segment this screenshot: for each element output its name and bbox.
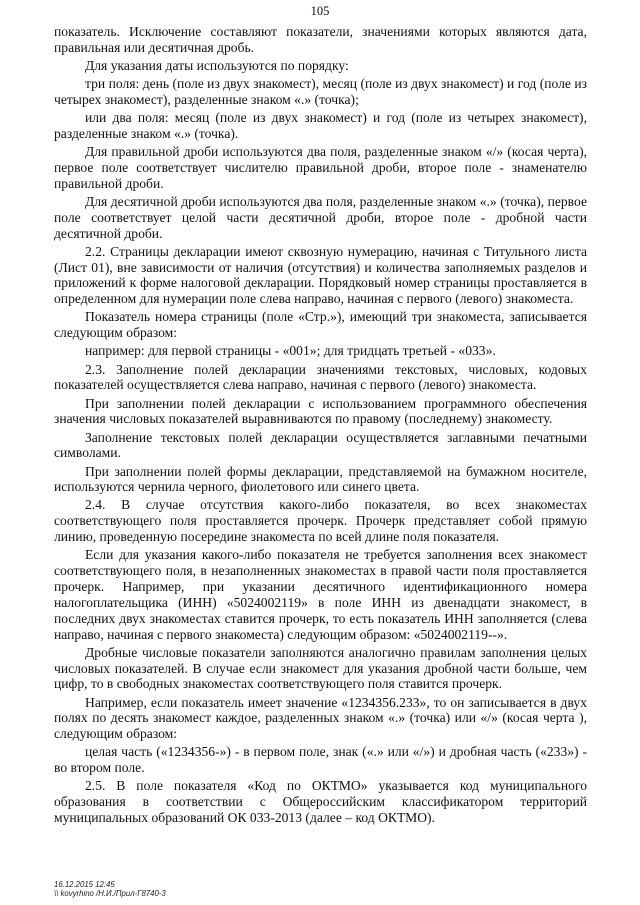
body-text bbox=[54, 24, 587, 828]
page-number: 105 bbox=[310, 4, 330, 18]
paragraph-7: 2.2. Страницы декларации имеют сквозную нумерацию, начиная с Титульного листа (Лист 01), вне зависимости от наличия (отсутствия) и количества заполняемых разделов и приложений к форме налоговой декларации. Порядковый номер страницы проставляется в определенном для нумерации поле слева направо, начиная с первого (левого) знакоместа. bbox=[54, 243, 587, 307]
paragraph-2: Для указания даты используются по порядку: bbox=[85, 57, 349, 73]
paragraph-11: При заполнении полей декларации с использованием программного обеспечения значения числовых показателей выравниваются по правому (последнему) знакоместу. bbox=[54, 395, 587, 427]
footer-timestamp: 16.12.2015 12:45 bbox=[54, 880, 115, 889]
page-footer bbox=[54, 880, 166, 898]
footer-file-path: \\ kovyrhino /Н.И./Прил-Г8740-3 bbox=[54, 889, 166, 898]
paragraph-8: Показатель номера страницы (поле «Стр.»), имеющий три знакоместа, записывается следующим образом: bbox=[54, 309, 587, 341]
paragraph-19: 2.5. В поле показателя «Код по ОКТМО» указывается код муниципального образования в соответствии с Общероссийским классификатором территорий муниципальных образований ОК 033-2013 (далее – код ОКТМО). bbox=[54, 778, 587, 825]
paragraph-12: Заполнение текстовых полей декларации осуществляется заглавными печатными символами. bbox=[54, 429, 587, 461]
paragraph-10: 2.3. Заполнение полей декларации значениями текстовых, числовых, кодовых показателей осуществляется слева направо, начиная с первого (левого) знакоместа. bbox=[54, 361, 587, 393]
paragraph-13: При заполнении полей формы декларации, представляемой на бумажном носителе, используются чернила черного, фиолетового или синего цвета. bbox=[54, 463, 587, 495]
paragraph-14: 2.4. В случае отсутствия какого-либо показателя, во всех знакоместах соответствующего поля проставляется прочерк. Прочерк представляет собой прямую линию, проведенную посередине знакоместа по всей длине поля показателя. bbox=[54, 497, 587, 545]
paragraph-17: Например, если показатель имеет значение «1234356.233», то он записывается в двух полях по десять знакомест каждое, разделенных знаком «.» (точка) или «/» (косая черта ), следующим образом: bbox=[54, 694, 587, 742]
paragraph-3: три поля: день (поле из двух знакомест), месяц (поле из двух знакомест) и год (поле из четырех знакомест), разделенные знаком «.» (точка); bbox=[54, 76, 587, 107]
paragraph-4: или два поля: месяц (поле из двух знакомест) и год (поле из четырех знакомест), разделенные знаком «.» (точка). bbox=[54, 110, 587, 141]
paragraph-1: показатель. Исключение составляют показатели, значениями которых являются дата, правильная или десятичная дробь. bbox=[54, 24, 587, 55]
paragraph-16: Дробные числовые показатели заполняются аналогично правилам заполнения целых числовых показателей. В случае если знакомест для указания дробной части больше, чем цифр, то в свободных знакоместах соответствующего поля ставится прочерк. bbox=[54, 644, 587, 692]
paragraph-5: Для правильной дроби используются два поля, разделенные знаком «/» (косая черта), первое поле соответствует числителю правильной дроби, второе поле - знаменателю правильной дроби. bbox=[54, 144, 587, 191]
paragraph-9: например: для первой страницы - «001»; для тридцать третьей - «033». bbox=[85, 343, 496, 359]
paragraph-6: Для десятичной дроби используются два поля, разделенные знаком «.» (точка), первое поле соответствует целой части десятичной дроби, второе поле - дробной части десятичной дроби. bbox=[54, 193, 587, 241]
paragraph-15: Если для указания какого-либо показателя не требуется заполнения всех знакомест соответствующего поля, в незаполненных знакоместах в правой части поля проставляется прочерк. Например, при указании десятичного идентификационного номера налогоплательщика (ИНН) «5024002119» в поле ИНН из двенадцати знакомест, в последних двух знакоместах ставится прочерк, то есть показатель ИНН заполняется (слева направо, начиная с первого знакоместа) следующим образом: «5024002119--». bbox=[54, 547, 587, 642]
paragraph-18: целая часть («1234356-») - в первом поле, знак («.» или «/») и дробная часть («233») - во втором поле. bbox=[54, 744, 587, 776]
